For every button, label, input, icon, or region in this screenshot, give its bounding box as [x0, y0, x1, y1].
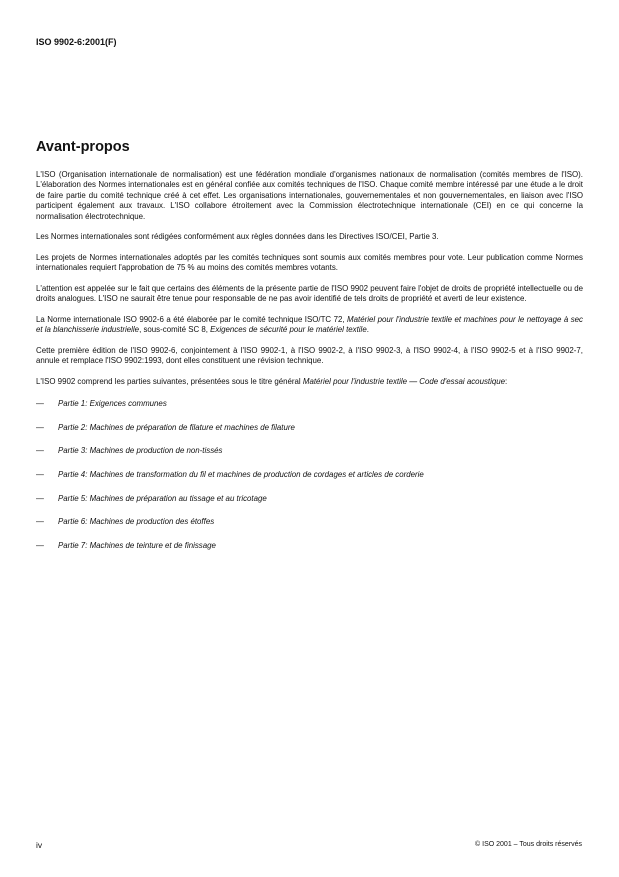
- list-item: [36, 494, 583, 504]
- committee-title: Matériel pour l'industrie textile et machines pour le nettoyage à sec et la blanchisserie industrielle: [36, 314, 583, 335]
- paragraph: Cette première édition de l'ISO 9902-6, conjointement à l'ISO 9902-1, à l'ISO 9902-2, à l'ISO 9902-3, à l'ISO 9902-4, à l'ISO 9902-5 et à l'ISO 9902-7, annule et remplace l'ISO 9902:1993, dont elles constituent une révision technique.: [36, 345, 583, 366]
- list-item: [36, 423, 583, 433]
- text: La Norme internationale ISO 9902-6 a été élaborée par le comité technique ISO/TC 72,: [36, 314, 348, 324]
- general-title: Matériel pour l'industrie textile — Code d'essai acoustique: [302, 376, 506, 386]
- paragraph: [36, 315, 583, 336]
- dash: —: [36, 422, 44, 432]
- text: , sous-comité SC 8,: [139, 325, 211, 335]
- text: .: [366, 325, 369, 335]
- document-body: [36, 170, 583, 564]
- paragraph: L'ISO (Organisation internationale de normalisation) est une fédération mondiale d'organismes nationaux de normalisation (comités membres de l'ISO). L'élaboration des Normes internationales est en général confiée aux comités techniques de l'ISO. Chaque comité membre intéressé par une étude a le droit de faire partie du comité technique créé à cet effet. Les organisations internationales, gouvernementales et non gouvernementales, en liaison avec l'ISO participent également aux travaux. L'ISO collabore étroitement avec la Commission électrotechnique internationale (CEI) en ce qui concerne la normalisation électrotechnique.: [36, 170, 583, 221]
- list-item: [36, 541, 583, 551]
- list-item: [36, 446, 583, 456]
- section-title: Avant-propos: [36, 139, 130, 155]
- part-label: Partie 5: Machines de préparation au tissage et au tricotage: [58, 493, 267, 503]
- parts-list: [36, 399, 583, 551]
- dash: —: [36, 493, 44, 503]
- list-item: [36, 399, 583, 409]
- text: :: [505, 376, 508, 386]
- list-item: [36, 470, 583, 480]
- paragraph: Les Normes internationales sont rédigées conformément aux règles données dans les Directives ISO/CEI, Partie 3.: [36, 232, 439, 242]
- part-label: Partie 3: Machines de production de non-tissés: [58, 446, 223, 456]
- paragraph: L'attention est appelée sur le fait que certains des éléments de la présente partie de l'ISO 9902 peuvent faire l'objet de droits de propriété intellectuelle ou de droits analogues. L'ISO ne saurait être tenue pour responsable de ne pas avoir identifié de tels droits de propriété et averti de leur existence.: [36, 283, 583, 304]
- page-number: iv: [36, 840, 43, 850]
- paragraph: Les projets de Normes internationales adoptés par les comités techniques sont soumis aux comités membres pour vote. Leur publication comme Normes internationales requiert l'approbation de 75 % au moins des comités membres votants.: [36, 252, 583, 273]
- subcommittee-title: Exigences de sécurité pour le matériel textile: [210, 325, 367, 335]
- dash: —: [36, 540, 44, 550]
- part-label: Partie 6: Machines de production des étoffes: [58, 517, 215, 527]
- dash: —: [36, 446, 44, 456]
- dash: —: [36, 517, 44, 527]
- document-header: ISO 9902-6:2001(F): [36, 37, 117, 47]
- dash: —: [36, 470, 44, 479]
- part-label: Partie 1: Exigences communes: [58, 399, 167, 409]
- paragraph: [36, 377, 583, 387]
- list-item: [36, 517, 583, 527]
- part-label: Partie 7: Machines de teinture et de finissage: [58, 540, 216, 550]
- part-label: Partie 4: Machines de transformation du fil et machines de production de cordages et articles de corderie: [58, 470, 424, 479]
- text: L'ISO 9902 comprend les parties suivantes, présentées sous le titre général: [36, 376, 303, 386]
- copyright: © ISO 2001 – Tous droits réservés: [475, 841, 582, 848]
- dash: —: [36, 399, 44, 409]
- part-label: Partie 2: Machines de préparation de filature et machines de filature: [58, 422, 295, 432]
